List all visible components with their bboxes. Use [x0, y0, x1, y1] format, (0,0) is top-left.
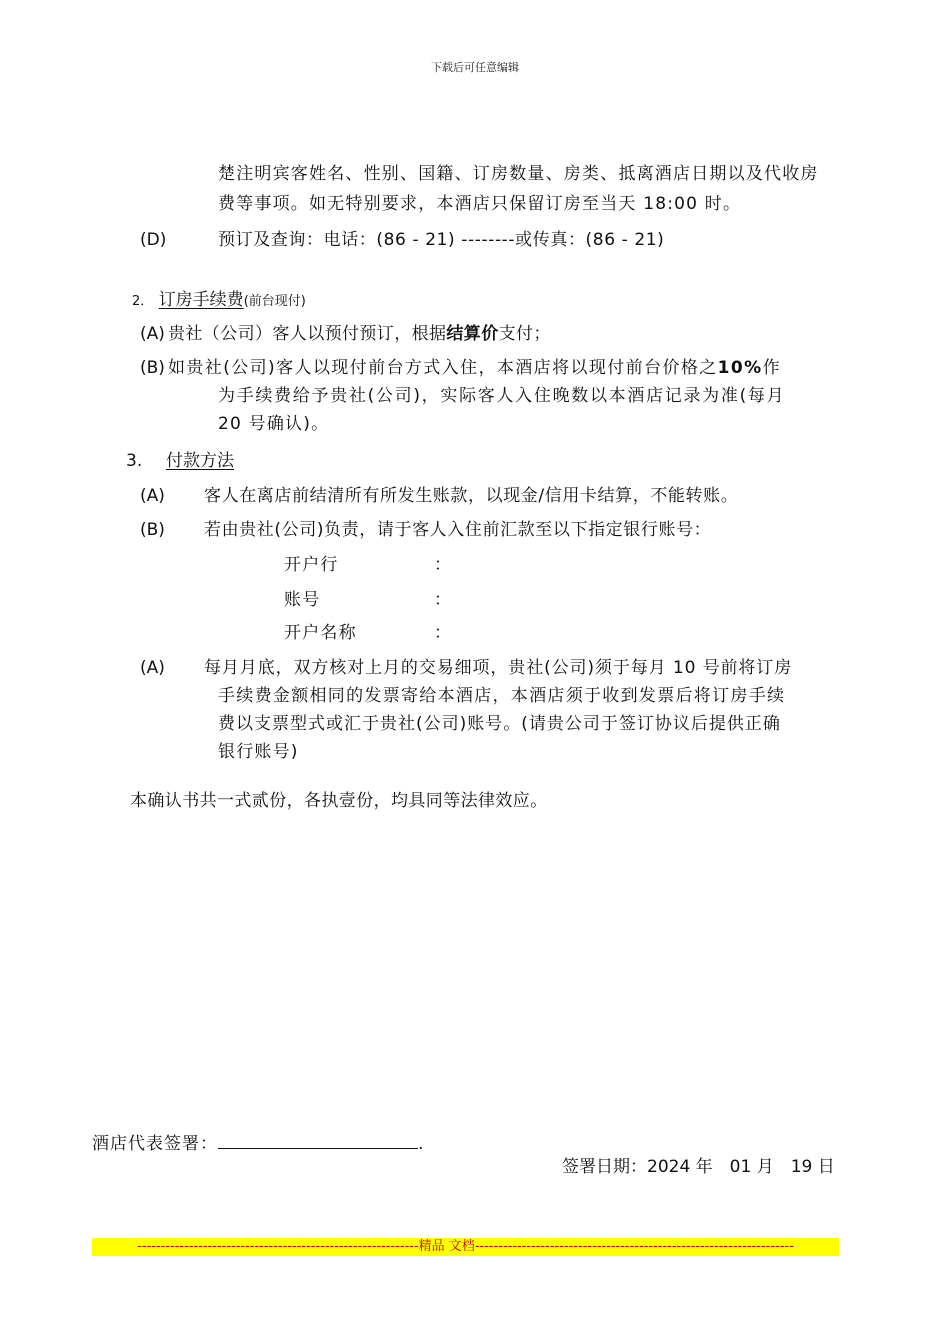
header-note: 下载后可任意编辑: [431, 61, 519, 74]
section3-item-b-text: 若由贵社(公司)负责，请于客人入住前汇款至以下指定银行账号：: [204, 520, 712, 540]
section2-item-a-bold: 结算价: [446, 324, 499, 344]
closing-statement: 本确认书共一式贰份，各执壹份，均具同等法律效应。: [130, 791, 548, 811]
bank-field-label-3: 开户名称: [284, 623, 357, 643]
section2-item-a-pre: 贵社（公司）客人以预付预订，根据: [168, 324, 447, 344]
section3-number: 3.: [126, 451, 143, 471]
section2-item-b-post: 作: [762, 358, 781, 378]
section2-item-b-bold: 10%: [717, 358, 763, 378]
section3-item-a2-line-2: 手续费金额相同的发票寄给本酒店，本酒店须于收到发票后将订房手续: [218, 686, 786, 706]
section3-item-a2-line-1: 每月月底，双方核对上月的交易细项，贵社(公司)须于每月 10 号前将订房: [204, 658, 793, 678]
bank-field-label-1: 开户行: [284, 555, 339, 575]
section2-title: 订房手续费: [158, 290, 244, 310]
signature-label: 酒店代表签署：: [92, 1134, 218, 1154]
footer-dashes-left: ------------------------------------------------------------: [137, 1239, 419, 1254]
section2-item-a-label: (A): [140, 324, 165, 344]
bank-field-colon-2: ：: [434, 590, 453, 610]
signature-date: 签署日期：2024 年 01 月 19 日: [562, 1157, 835, 1177]
section2-item-b-line-2: 为手续费给予贵社(公司)，实际客人入住晚数以本酒店记录为准(每月: [218, 386, 786, 406]
section2-heading: [132, 288, 306, 314]
section3-item-b-label: (B): [140, 520, 165, 540]
section3-item-a2-label: (A): [140, 658, 165, 678]
bank-field-label-2: 账号: [284, 590, 321, 610]
footer-band: [92, 1238, 839, 1256]
section3-item-a2-line-3: 费以支票型式或汇于贵社(公司)账号。(请贵公司于签订协议后提供正确: [218, 714, 781, 734]
section3-title: 付款方法: [166, 451, 234, 471]
section2-number: 2．: [132, 294, 154, 309]
section2-item-a-post: 支付；: [498, 324, 551, 344]
section2-item-b-pre: 如贵社(公司)客人以现付前台方式入住，本酒店将以现付前台价格之: [168, 358, 718, 378]
footer-dashes-right: --------------------------------------------------------------------: [474, 1239, 794, 1254]
section1-continuation-line-1: 楚注明宾客姓名、性别、国籍、订房数量、房类、抵离酒店日期以及代收房: [218, 164, 819, 184]
section1-continuation-line-2: 费等事项。如无特别要求，本酒店只保留订房至当天 18:00 时。: [218, 194, 742, 214]
item-d-label: (D): [140, 230, 167, 250]
section3-item-a2-line-4: 银行账号): [218, 742, 299, 762]
signature-line[interactable]: [218, 1130, 418, 1149]
footer-label: 精品 文档: [418, 1239, 475, 1254]
bank-field-colon-3: ：: [434, 623, 453, 643]
item-d-text: 预订及查询：电话：(86 - 21) --------或传真：(86 - 21): [218, 230, 665, 250]
section3-item-a-label: (A): [140, 486, 165, 506]
signature-row: [92, 1130, 424, 1156]
section2-title-note: (前台现付): [243, 294, 306, 309]
signature-period: .: [418, 1134, 425, 1154]
section2-item-b-label: (B): [140, 358, 165, 378]
section3-item-a-text: 客人在离店前结清所有所发生账款，以现金/信用卡结算，不能转账。: [204, 486, 739, 506]
section2-item-b-line-1: [168, 356, 781, 380]
section2-item-a-text: [168, 322, 551, 346]
bank-field-colon-1: ：: [434, 555, 453, 575]
section2-item-b-line-3: 20 号确认)。: [218, 414, 330, 434]
